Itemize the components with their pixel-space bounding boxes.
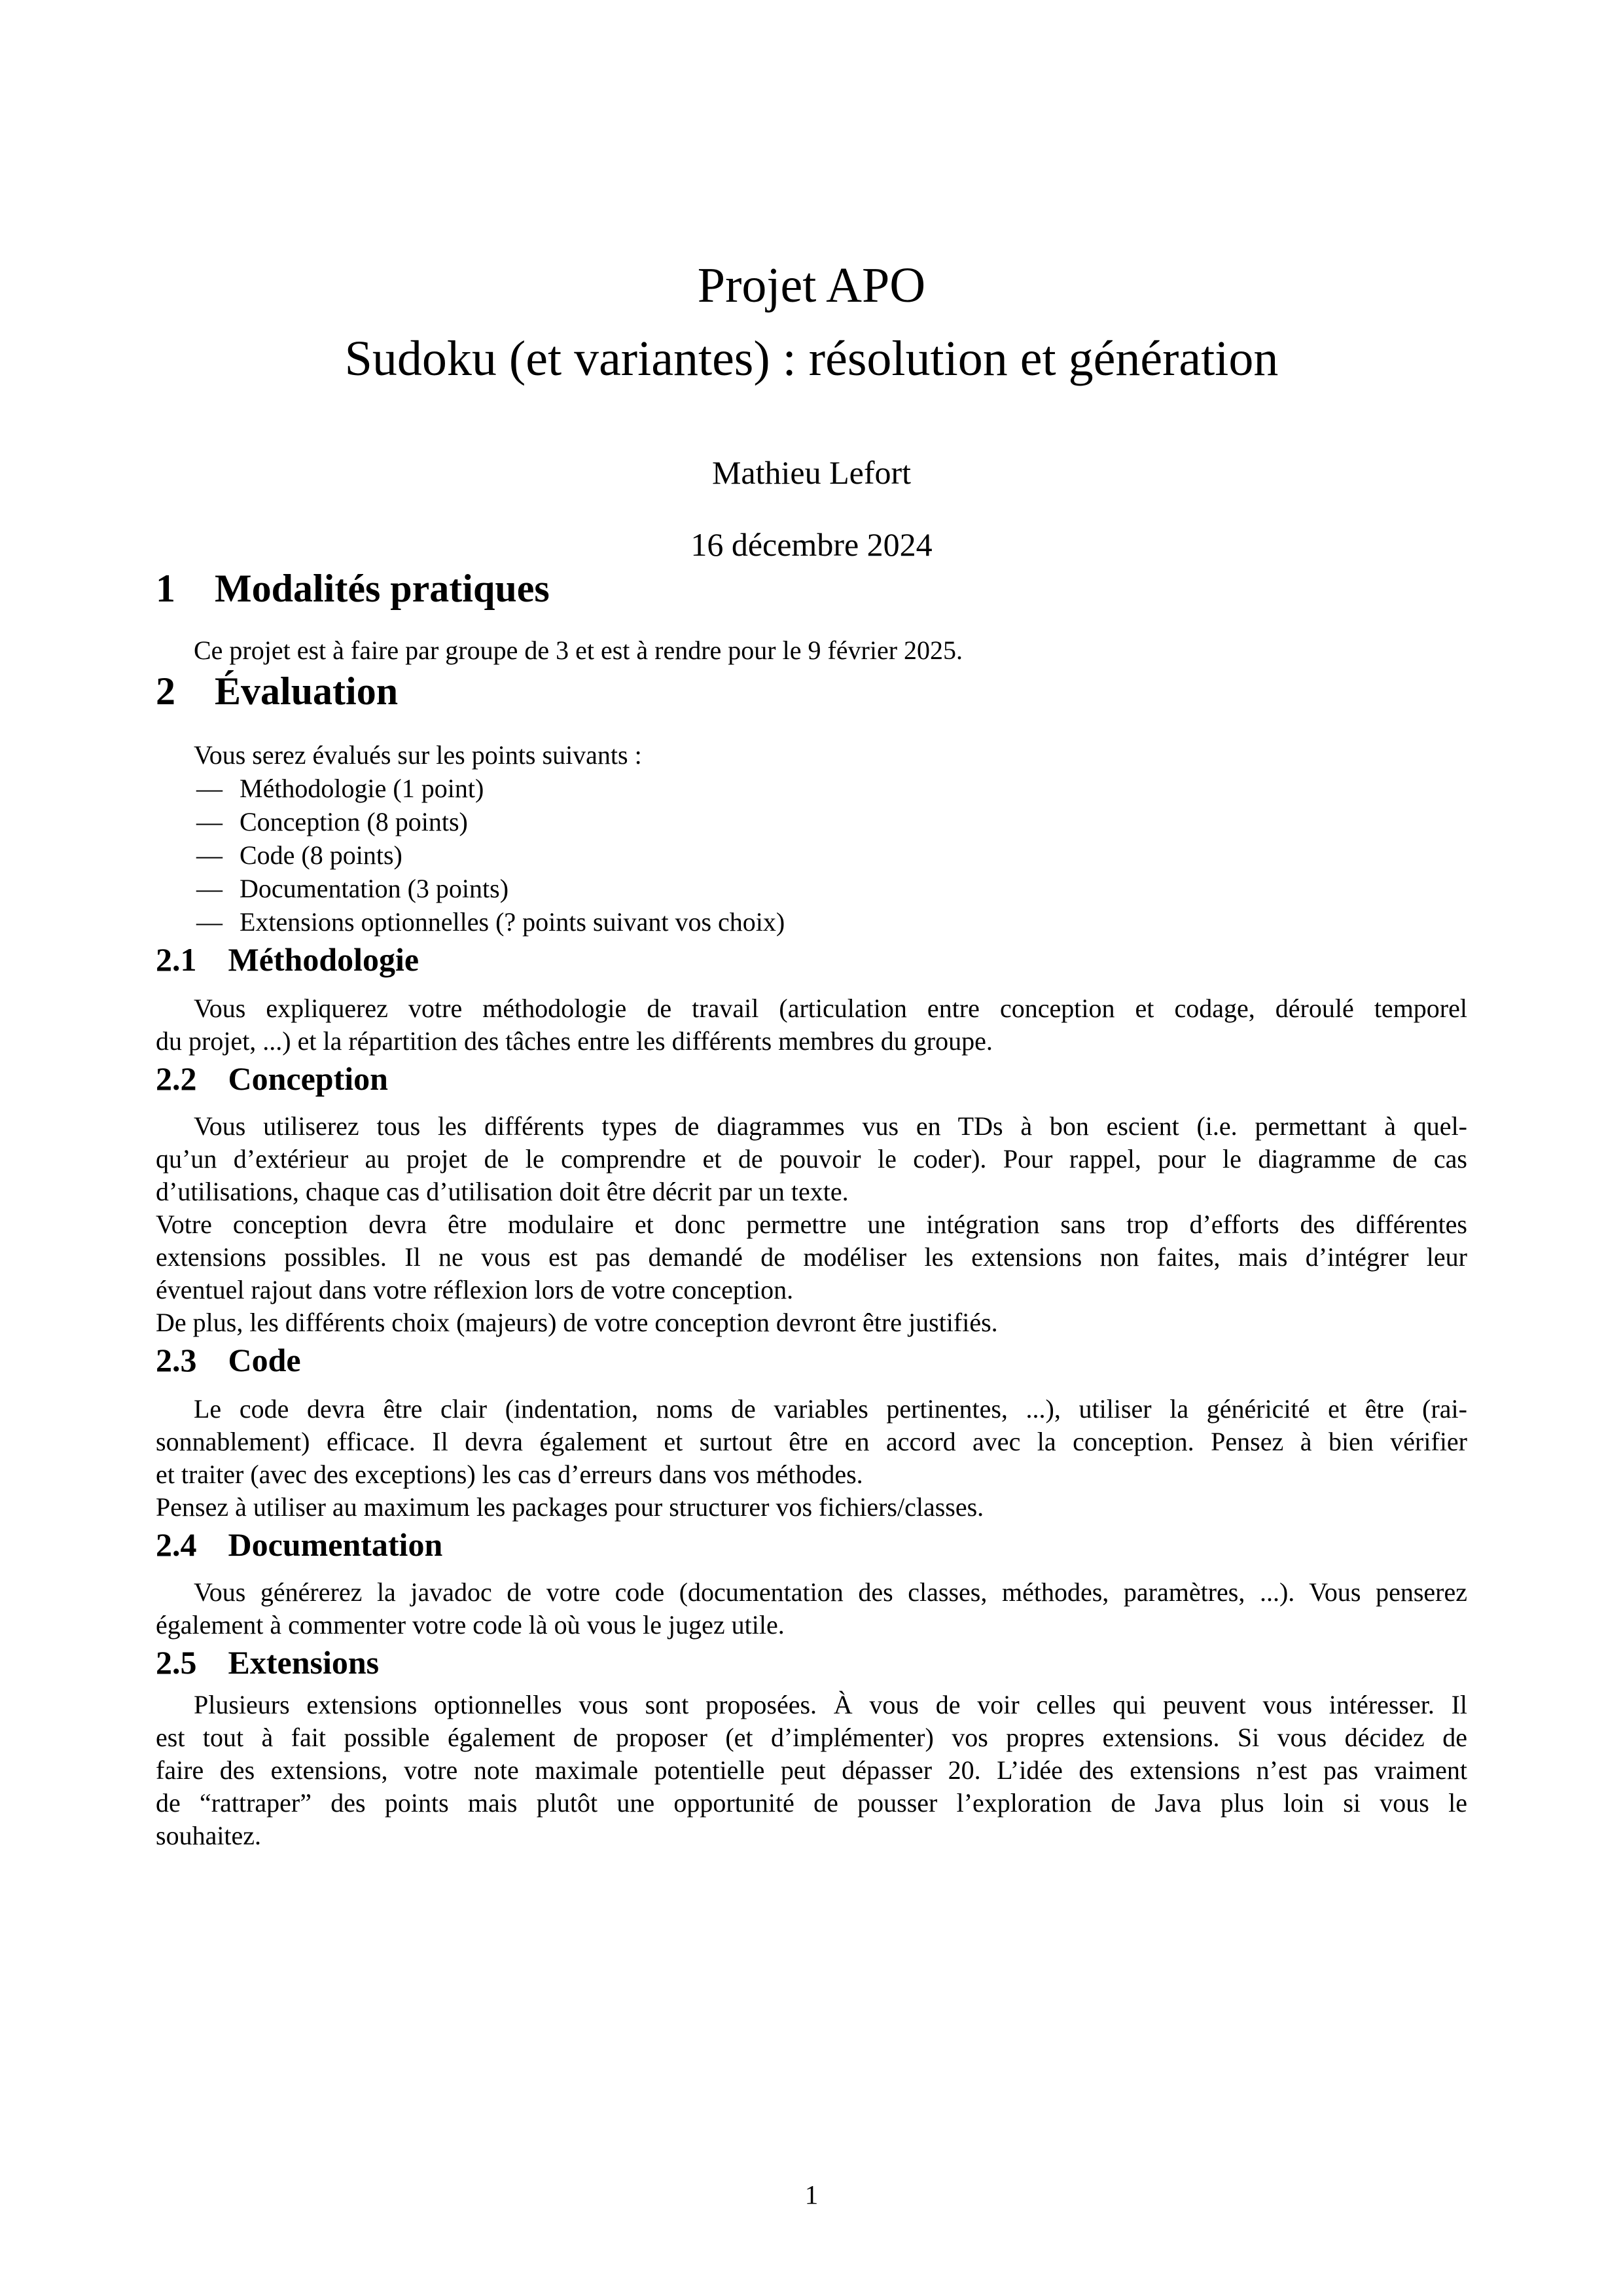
subsection-2-2-paragraph-2 bbox=[156, 1208, 1467, 1306]
subsection-2-2-heading bbox=[156, 1058, 1467, 1100]
subsection-2-2-paragraph-1 bbox=[156, 1110, 1467, 1208]
list-item bbox=[156, 872, 1467, 905]
list-item-label: Extensions optionnelles (? points suivant vos choix) bbox=[240, 907, 785, 937]
paragraph-line: sonnablement) efficace. Il devra également et surtout être en accord avec la conception. Pensez à bien vérifier bbox=[156, 1427, 1467, 1456]
paragraph-line: extensions possibles. Il ne vous est pas demandé de modéliser les extensions non faites, mais d’intégrer leur bbox=[156, 1242, 1467, 1272]
paragraph-line: est tout à fait possible également de proposer (et d’implémenter) vos propres extensions. Si vous décidez de bbox=[156, 1723, 1467, 1752]
list-item-label: Conception (8 points) bbox=[240, 807, 468, 836]
section-1-paragraph bbox=[156, 634, 1467, 667]
section-number: 2.1 bbox=[156, 941, 197, 978]
subsection-2-2-paragraph-3 bbox=[156, 1306, 1467, 1339]
paragraph-line: Vous expliquerez votre méthodologie de travail (articulation entre conception et codage, déroulé temporel bbox=[194, 994, 1467, 1023]
paragraph-line: du projet, ...) et la répartition des tâches entre les différents membres du groupe. bbox=[156, 1026, 993, 1056]
list-bullet-dash: — bbox=[196, 774, 223, 803]
section-title: Évaluation bbox=[215, 670, 399, 713]
section-title: Modalités pratiques bbox=[215, 567, 550, 610]
evaluation-list bbox=[156, 772, 1467, 939]
section-2-heading bbox=[156, 667, 1467, 716]
subsection-2-3-heading bbox=[156, 1339, 1467, 1382]
section-title: Documentation bbox=[228, 1526, 443, 1563]
section-title: Extensions bbox=[228, 1644, 380, 1681]
page-number: 1 bbox=[804, 2179, 819, 2210]
paragraph-line: De plus, les différents choix (majeurs) de votre conception devront être justifiés. bbox=[156, 1308, 998, 1337]
paragraph-line: Ce projet est à faire par groupe de 3 et est à rendre pour le 9 février 2025. bbox=[194, 636, 963, 665]
paragraph-line: souhaitez. bbox=[156, 1821, 262, 1850]
list-item-label: Documentation (3 points) bbox=[240, 874, 509, 903]
list-item bbox=[156, 772, 1467, 805]
list-item bbox=[156, 905, 1467, 939]
list-bullet-dash: — bbox=[196, 907, 223, 937]
paragraph-line: éventuel rajout dans votre réflexion lors de votre conception. bbox=[156, 1275, 794, 1304]
list-bullet-dash: — bbox=[196, 807, 223, 836]
author-name: Mathieu Lefort bbox=[711, 454, 912, 491]
subsection-2-1-heading bbox=[156, 939, 1467, 981]
section-title: Code bbox=[228, 1342, 301, 1378]
section-1-heading bbox=[156, 564, 1467, 613]
paragraph-line: qu’un d’extérieur au projet de le comprendre et de pouvoir le coder). Pour rappel, pour le diagramme de cas bbox=[156, 1144, 1467, 1174]
list-bullet-dash: — bbox=[196, 840, 223, 870]
section-number: 2.2 bbox=[156, 1060, 197, 1097]
section-number: 2.3 bbox=[156, 1342, 197, 1378]
paragraph-line: Vous serez évalués sur les points suivants : bbox=[194, 740, 642, 770]
paragraph-line: et traiter (avec des exceptions) les cas d’erreurs dans vos méthodes. bbox=[156, 1460, 863, 1489]
paragraph-line: Vous générerez la javadoc de votre code (documentation des classes, méthodes, paramètres, ...). Vous penserez bbox=[194, 1577, 1467, 1607]
paragraph-line: Vous utiliserez tous les différents types de diagrammes vus en TDs à bon escient (i.e. permettant à quel- bbox=[194, 1111, 1467, 1141]
subsection-2-5-heading bbox=[156, 1641, 1467, 1684]
subsection-2-3-paragraph-1 bbox=[156, 1393, 1467, 1491]
paragraph-line: faire des extensions, votre note maximale potentielle peut dépasser 20. L’idée des extensions n’est pas vraiment bbox=[156, 1755, 1467, 1785]
paragraph-line: d’utilisations, chaque cas d’utilisation doit être décrit par un texte. bbox=[156, 1177, 849, 1206]
document-title-line1: Projet APO bbox=[697, 258, 926, 313]
subsection-2-4-paragraph bbox=[156, 1576, 1467, 1641]
paragraph-line: également à commenter votre code là où vous le jugez utile. bbox=[156, 1610, 785, 1640]
document-title-line2: Sudoku (et variantes) : résolution et génération bbox=[344, 331, 1279, 386]
section-number: 2 bbox=[156, 670, 175, 713]
paragraph-line: Votre conception devra être modulaire et donc permettre une intégration sans trop d’efforts des différentes bbox=[156, 1210, 1467, 1239]
document-date: 16 décembre 2024 bbox=[690, 526, 933, 563]
subsection-2-5-paragraph bbox=[156, 1689, 1467, 1852]
section-number: 1 bbox=[156, 567, 175, 610]
paragraph-line: Plusieurs extensions optionnelles vous sont proposées. À vous de voir celles qui peuvent vous intéresser. Il bbox=[194, 1690, 1467, 1719]
list-item bbox=[156, 838, 1467, 872]
subsection-2-4-heading bbox=[156, 1524, 1467, 1566]
list-bullet-dash: — bbox=[196, 874, 223, 903]
list-item-label: Méthodologie (1 point) bbox=[240, 774, 484, 803]
list-item-label: Code (8 points) bbox=[240, 840, 402, 870]
paragraph-line: Pensez à utiliser au maximum les packages pour structurer vos fichiers/classes. bbox=[156, 1492, 984, 1522]
section-title: Méthodologie bbox=[228, 941, 419, 978]
list-item bbox=[156, 805, 1467, 838]
paragraph-line: de “rattraper” des points mais plutôt une opportunité de pousser l’exploration de Java plus loin si vous le bbox=[156, 1788, 1467, 1818]
subsection-2-3-paragraph-2 bbox=[156, 1491, 1467, 1524]
section-number: 2.5 bbox=[156, 1644, 197, 1681]
section-2-intro-paragraph bbox=[156, 739, 1467, 772]
section-number: 2.4 bbox=[156, 1526, 197, 1563]
paragraph-line: Le code devra être clair (indentation, noms de variables pertinentes, ...), utiliser la généricité et être (rai- bbox=[194, 1394, 1467, 1424]
section-title: Conception bbox=[228, 1060, 388, 1097]
subsection-2-1-paragraph bbox=[156, 992, 1467, 1058]
